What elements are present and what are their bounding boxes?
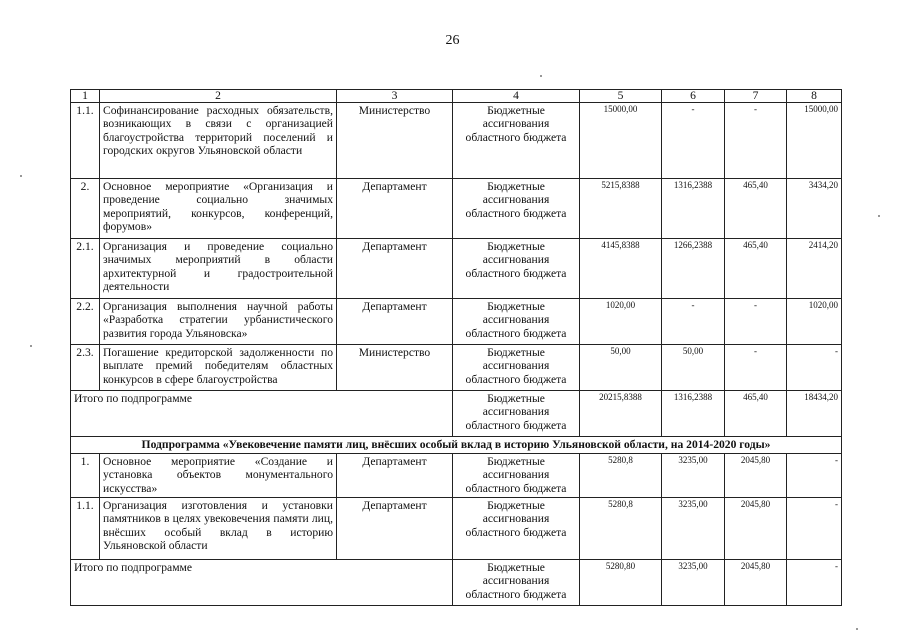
item-name: Организация выполнения научной работы «Разработка стратегии урбанистического развития города Ульяновска» <box>100 299 337 345</box>
funding-source: Бюджетные ассигнования областного бюджета <box>453 560 580 606</box>
column-header: 1 <box>71 90 100 103</box>
total-row <box>71 560 842 606</box>
executor: Департамент <box>337 454 453 498</box>
value-col8: - <box>787 345 842 391</box>
value-col5: 4145,8388 <box>580 239 662 299</box>
item-number: 2.1. <box>71 239 100 299</box>
scan-speck <box>856 628 858 630</box>
value-col6: 3235,00 <box>662 454 725 498</box>
value-col7: - <box>725 299 787 345</box>
total-label: Итого по подпрограмме <box>71 391 453 437</box>
value-col7: 2045,80 <box>725 560 787 606</box>
column-header: 3 <box>337 90 453 103</box>
value-col6: 1316,2388 <box>662 391 725 437</box>
item-name: Софинансирование расходных обязательств, возникающих в связи с организацией благоустройства территорий поселений и городских округов Ульяновской области <box>100 103 337 179</box>
column-header: 5 <box>580 90 662 103</box>
value-col5: 15000,00 <box>580 103 662 179</box>
scan-speck <box>30 345 32 347</box>
total-label: Итого по подпрограмме <box>71 560 453 606</box>
value-col6: 3235,00 <box>662 560 725 606</box>
table-body <box>71 90 842 606</box>
funding-source: Бюджетные ассигнования областного бюджета <box>453 299 580 345</box>
value-col5: 5215,8388 <box>580 179 662 239</box>
item-number: 1.1. <box>71 498 100 560</box>
item-name: Организация изготовления и установки памятников в целях увековечения памяти лиц, внёсших особый вклад в историю Ульяновской области <box>100 498 337 560</box>
item-name: Погашение кредиторской задолженности по выплате премий победителям областных конкурсов в сфере благоустройства <box>100 345 337 391</box>
item-name: Организация и проведение социально значимых мероприятий в области архитектурной и градостроительной деятельности <box>100 239 337 299</box>
table-row <box>71 239 842 299</box>
budget-table <box>70 89 842 606</box>
funding-source: Бюджетные ассигнования областного бюджета <box>453 345 580 391</box>
value-col6: 1266,2388 <box>662 239 725 299</box>
column-header: 7 <box>725 90 787 103</box>
executor: Департамент <box>337 498 453 560</box>
value-col7: 465,40 <box>725 179 787 239</box>
table-row <box>71 179 842 239</box>
value-col5: 5280,8 <box>580 498 662 560</box>
value-col8: 2414,20 <box>787 239 842 299</box>
funding-source: Бюджетные ассигнования областного бюджета <box>453 239 580 299</box>
column-header: 8 <box>787 90 842 103</box>
value-col7: 465,40 <box>725 239 787 299</box>
item-number: 2.3. <box>71 345 100 391</box>
item-number: 1. <box>71 454 100 498</box>
value-col8: - <box>787 560 842 606</box>
executor: Министерство <box>337 345 453 391</box>
value-col7: 2045,80 <box>725 498 787 560</box>
value-col6: 3235,00 <box>662 498 725 560</box>
item-number: 2.2. <box>71 299 100 345</box>
value-col7: 465,40 <box>725 391 787 437</box>
item-name: Основное мероприятие «Создание и установка объектов монументального искусства» <box>100 454 337 498</box>
table-row <box>71 454 842 498</box>
executor: Департамент <box>337 299 453 345</box>
value-col5: 5280,80 <box>580 560 662 606</box>
value-col7: - <box>725 103 787 179</box>
executor: Департамент <box>337 239 453 299</box>
value-col8: - <box>787 454 842 498</box>
funding-source: Бюджетные ассигнования областного бюджета <box>453 454 580 498</box>
scan-speck <box>540 75 542 77</box>
total-row <box>71 391 842 437</box>
value-col7: 2045,80 <box>725 454 787 498</box>
value-col6: 50,00 <box>662 345 725 391</box>
value-col8: 1020,00 <box>787 299 842 345</box>
funding-source: Бюджетные ассигнования областного бюджета <box>453 103 580 179</box>
scan-speck <box>20 175 22 177</box>
table-row <box>71 103 842 179</box>
value-col8: 3434,20 <box>787 179 842 239</box>
executor: Департамент <box>337 179 453 239</box>
value-col8: - <box>787 498 842 560</box>
value-col6: 1316,2388 <box>662 179 725 239</box>
value-col8: 18434,20 <box>787 391 842 437</box>
page-number: 26 <box>445 33 460 48</box>
value-col8: 15000,00 <box>787 103 842 179</box>
value-col5: 50,00 <box>580 345 662 391</box>
column-number-row <box>71 90 842 103</box>
funding-source: Бюджетные ассигнования областного бюджета <box>453 498 580 560</box>
column-header: 2 <box>100 90 337 103</box>
funding-source: Бюджетные ассигнования областного бюджета <box>453 179 580 239</box>
table-row <box>71 345 842 391</box>
value-col6: - <box>662 299 725 345</box>
column-header: 4 <box>453 90 580 103</box>
table-row <box>71 299 842 345</box>
value-col5: 1020,00 <box>580 299 662 345</box>
item-name: Основное мероприятие «Организация и проведение социально значимых мероприятий, конкурсов, конференций, форумов» <box>100 179 337 239</box>
scan-speck <box>878 215 880 217</box>
table-row <box>71 498 842 560</box>
item-number: 1.1. <box>71 103 100 179</box>
value-col6: - <box>662 103 725 179</box>
funding-source: Бюджетные ассигнования областного бюджета <box>453 391 580 437</box>
subprogram-heading-row <box>71 437 842 454</box>
subprogram-title: Подпрограмма «Увековечение памяти лиц, внёсших особый вклад в историю Ульяновской области, на 2014-2020 годы» <box>71 437 842 454</box>
value-col5: 20215,8388 <box>580 391 662 437</box>
value-col7: - <box>725 345 787 391</box>
executor: Министерство <box>337 103 453 179</box>
column-header: 6 <box>662 90 725 103</box>
value-col5: 5280,8 <box>580 454 662 498</box>
item-number: 2. <box>71 179 100 239</box>
